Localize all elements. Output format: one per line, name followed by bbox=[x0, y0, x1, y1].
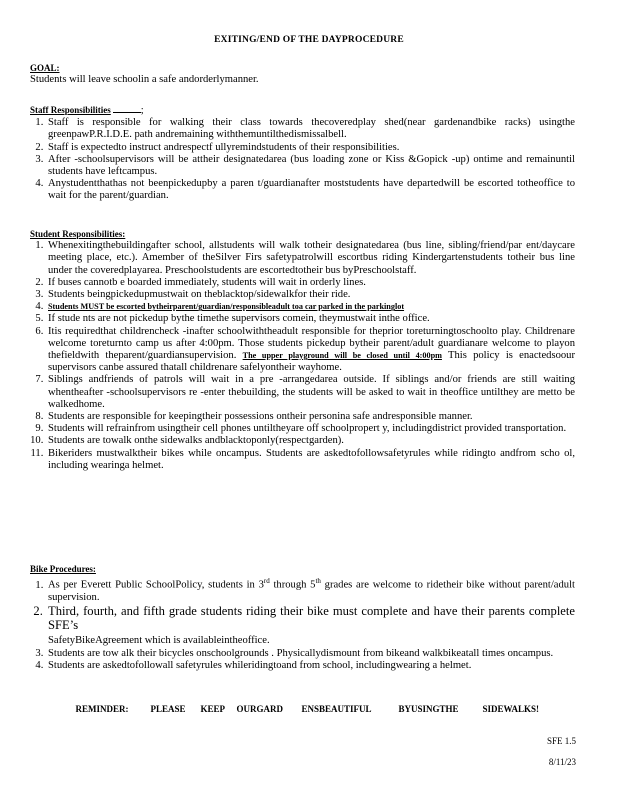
goal-heading: GOAL: bbox=[30, 63, 60, 73]
policy-text: This policy is enactedsoour supervisors canbe assured thatall childrenare safelyontheir wayhome. bbox=[48, 350, 576, 374]
list-item: 3. Students are tow alk their bicycles onschoolgrounds . Physicallydismount from bikeand walkbikeatall times oncampus. bbox=[46, 648, 575, 660]
list-item: 1. Staff is responsible for walking their class towards thecoveredplay shed(near gardenandbike racks) usingthe greenpawP.R.I.D.E. path andremaining withthemuntilthedismissalbell. bbox=[46, 117, 575, 141]
heading-colon: ; bbox=[140, 105, 144, 116]
reminder-line bbox=[0, 703, 618, 715]
list-item: 3. After -schoolsupervisors will be attheir designatedarea (bus loading zone or Kiss &Gopick -up) ontime and remainuntil students have leftcampus. bbox=[46, 154, 575, 178]
footer-code: SFE 1.5 bbox=[546, 736, 576, 746]
bike-policy-text: through 5 bbox=[269, 579, 316, 591]
reminder-word: KEEP bbox=[200, 704, 226, 714]
ordinal-suffix: rd bbox=[263, 577, 270, 586]
list-item: 11. Bikeriders mustwalktheir bikes while oncampus. Students are askedtofollowsafetyrules while ridingto andfrom scho ol, including wearinga helmet. bbox=[46, 448, 575, 472]
goal-text: Students will leave schoolin a safe andorderlymanner. bbox=[30, 74, 259, 86]
reminder-word: SIDEWALKS! bbox=[482, 704, 540, 714]
bike-policy-text: As per Everett Public SchoolPolicy, students in 3 bbox=[48, 579, 264, 591]
student-list bbox=[30, 240, 575, 472]
staff-heading: Staff Responsibilities bbox=[30, 105, 111, 115]
reminder-word: REMINDER: bbox=[75, 704, 129, 714]
reminder-word: OURGARD bbox=[236, 704, 283, 714]
list-item bbox=[46, 575, 575, 604]
student-heading: Student Responsibilities: bbox=[30, 229, 126, 239]
list-item bbox=[46, 326, 575, 375]
document-title: EXITING/END OF THE DAYPROCEDURE bbox=[214, 35, 404, 45]
list-item: 4. Anystudentthathas not beenpickedupby a paren t/guardianafter moststudents have departedwill be escorted totheoffice to wait for the parent/guardian. bbox=[46, 178, 575, 202]
list-item bbox=[46, 604, 575, 648]
escort-notice: Students MUST be escorted bytheirparent/guardian/responsibleadult toa car parked in the parkinglot bbox=[48, 302, 405, 312]
list-item: 1. Whenexitingthebuildingafter school, allstudents will walk totheir designatedarea (bus line, sibling/friend/par ent/daycare meeting place, etc.). Amember of theSilver Firs safetypatrolwill escortbus riding Kindergartenstudents totheir bus line under the coveredplayarea. Preschoolstudents are escortedtotheir bus byPreschoolstaff. bbox=[46, 240, 575, 277]
list-item: 2. Staff is expectedto instruct andrespectf ullyremindstudents of their responsibilities. bbox=[46, 142, 575, 154]
goal-section bbox=[30, 62, 575, 86]
bike-section bbox=[30, 563, 575, 673]
bike-list bbox=[30, 575, 575, 672]
list-item: 3. Students beingpickedupmustwait on theblacktop/sidewalkfor their ride. bbox=[46, 289, 575, 301]
playground-notice: The upper playground will be closed until 4:00pm bbox=[242, 351, 442, 361]
reminder-word: ENSBEAUTIFUL bbox=[301, 704, 372, 714]
sfe-requirement: Third, fourth, and fifth grade students riding their bike must complete and have their parents complete SFE’s bbox=[48, 604, 575, 633]
staff-list bbox=[30, 117, 575, 202]
list-item: 8. Students are responsible for keepingtheir possessions ontheir personina safe andresponsible manner. bbox=[46, 411, 575, 423]
footer-date: 8/11/23 bbox=[548, 757, 576, 767]
list-item: 4. Students are askedtofollowall safetyrules whileridingtoand from school, includingwearing a helmet. bbox=[46, 660, 575, 672]
list-item bbox=[46, 301, 575, 313]
list-item: 10. Students are towalk onthe sidewalks andblacktoponly(respectgarden). bbox=[46, 435, 575, 447]
staff-section bbox=[30, 103, 575, 203]
list-item: 2. If buses cannotb e boarded immediately, students will wait in orderly lines. bbox=[46, 277, 575, 289]
heading-underline bbox=[113, 103, 141, 113]
reminder-word: BYUSINGTHE bbox=[398, 704, 459, 714]
staff-heading-row bbox=[30, 103, 575, 117]
reminder-word: PLEASE bbox=[150, 704, 186, 714]
checkin-text: Itis requiredthat childrencheck -inafter schoolwiththeadult responsible for theprior toreturningtoschoolto play. Childrenare welcome toreturnto camp us after 4:00pm. Those students pickedup bytheir parent/adult guardianare welcome to playon thefieldwith theparent/guardiansupervision. bbox=[48, 325, 575, 362]
list-item: 5. If stude nts are not pickedup bythe timethe supervisors comein, theymustwait inthe office. bbox=[46, 313, 575, 325]
student-section bbox=[30, 228, 575, 472]
list-item: 9. Students will refrainfrom usingtheir cell phones untiltheyare off schoolpropert y, includingdistrict provided transportation. bbox=[46, 423, 575, 435]
bike-heading: Bike Procedures: bbox=[30, 564, 96, 574]
bike-policy-text: grades are welcome to ridetheir bike without parent/adult supervision. bbox=[48, 579, 575, 603]
list-item: 7. Siblings andfriends of patrols will wait in a pre -arrangedarea outside. If siblings and/or friends are still waiting whentheafter -schoolsupervisors re -enter thebuilding, the students will be asked to wait in theoffice untilthey are metto be walkedhome. bbox=[46, 374, 575, 411]
ordinal-suffix: th bbox=[315, 577, 321, 586]
sfe-agreement-text: SafetyBikeAgreement which is availableintheoffice. bbox=[48, 635, 270, 647]
